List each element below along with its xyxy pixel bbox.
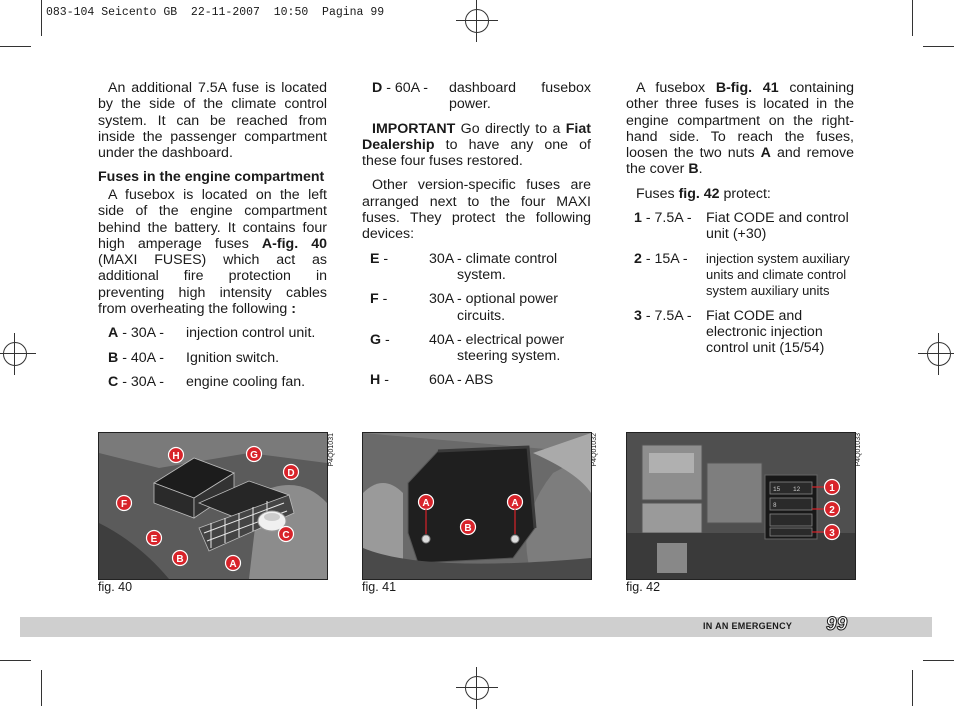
- column-2: [362, 80, 591, 397]
- fuse-item: C - 30A - engine cooling fan.: [108, 373, 306, 390]
- registration-mark: [465, 9, 489, 33]
- figure-code: P4Q01033: [855, 433, 862, 467]
- callout-label-d: D: [287, 468, 295, 479]
- callout-label-1: 1: [829, 483, 835, 494]
- callout-label-f: F: [120, 499, 128, 510]
- figure-caption: fig. 42: [626, 580, 661, 594]
- fuse-item: A - 30A - injection control unit.: [108, 325, 316, 342]
- crop-mark: [0, 46, 31, 47]
- fuse-item: E - 30A - climate control system.: [370, 250, 558, 283]
- figure-caption: fig. 40: [98, 580, 133, 594]
- registration-mark: [927, 342, 951, 366]
- callout-label-b: B: [176, 554, 184, 565]
- fuse-item: G - 40A - electrical power steering system.: [370, 331, 565, 365]
- paragraph: An additional 7.5A fuse is located by the side of the climate control system. It can be reached from inside the passenger compartment under the dashboard.: [98, 80, 327, 162]
- figure-caption: fig. 41: [362, 580, 397, 594]
- crop-mark: [0, 660, 31, 661]
- fuse-rating-text: 8: [773, 502, 777, 509]
- paragraph: Fuses fig. 42 protect:: [636, 185, 771, 202]
- fuse-item: D - 60A - dashboard fusebox power.: [372, 80, 591, 113]
- fuse-item: 2 - 15A - injection system auxiliary units and climate control system auxiliary units: [634, 250, 850, 299]
- callout-label-3: 3: [829, 528, 835, 539]
- callout-label-2: 2: [829, 505, 835, 516]
- fuse-rating-text: 15: [773, 486, 781, 493]
- paragraph: A fusebox is located on the left side of the engine compartment behind the battery. It contains four high amperage fuses A-fig. 40 (MAXI FUSES) which act as additional fire protection in preventing high intensity cables from overheating the following :: [98, 186, 328, 318]
- print-slug: 083-104 Seicento GB 22-11-2007 10:50 Pagina 99: [46, 6, 385, 19]
- important-note: IMPORTANT Go directly to a Fiat Dealership to have any one of these four fuses restored.: [362, 120, 591, 170]
- figure-40-image: [98, 432, 328, 580]
- section-name: IN AN EMERGENCY: [703, 621, 793, 631]
- fuse-item: H - 60A - ABS: [370, 372, 494, 389]
- callout-label-h: H: [172, 451, 180, 462]
- fuse-item: 3 - 7.5A - Fiat CODE and electronic injection control unit (15/54): [634, 307, 825, 357]
- paragraph: A fusebox B-fig. 41 containing other three fuses is located in the engine compartment on the right-hand side. To reach the fuses, loosen the two nuts A and remove the cover B.: [626, 80, 855, 178]
- callout-label-a: A: [229, 559, 237, 570]
- figure-41-image: [362, 432, 592, 580]
- fuse-item: F - 30A - optional power circuits.: [370, 291, 558, 324]
- column-3: [626, 80, 854, 364]
- figure-code: P4Q01031: [328, 433, 335, 467]
- crop-mark: [923, 660, 954, 661]
- section-heading: Fuses in the engine compartment: [98, 169, 325, 186]
- figure-42-image: [626, 432, 856, 580]
- fuse-item: B - 40A - Ignition switch.: [108, 349, 280, 366]
- fuse-rating-text: 12: [793, 486, 801, 493]
- column-1: [98, 80, 327, 398]
- crop-mark: [912, 670, 913, 706]
- figure-code: P4Q01032: [591, 433, 598, 467]
- registration-mark: [3, 342, 27, 366]
- crop-mark: [41, 670, 42, 706]
- crop-mark: [912, 0, 913, 36]
- paragraph: Other version-specific fuses are arranged next to the four MAXI fuses. They protect the following devices:: [362, 177, 591, 243]
- page-number: 99: [826, 614, 848, 635]
- callout-label-a: A: [511, 498, 519, 509]
- callout-label-g: G: [250, 450, 258, 461]
- footer-bar: [20, 617, 932, 637]
- crop-mark: [41, 0, 42, 36]
- callout-label-e: E: [150, 534, 158, 545]
- callout-label-a: A: [422, 498, 430, 509]
- callout-label-c: C: [282, 530, 290, 541]
- registration-mark: [465, 676, 489, 700]
- fuse-item: 1 - 7.5A - Fiat CODE and control unit (+30): [634, 210, 849, 243]
- crop-mark: [923, 46, 954, 47]
- callout-label-b: B: [464, 523, 472, 534]
